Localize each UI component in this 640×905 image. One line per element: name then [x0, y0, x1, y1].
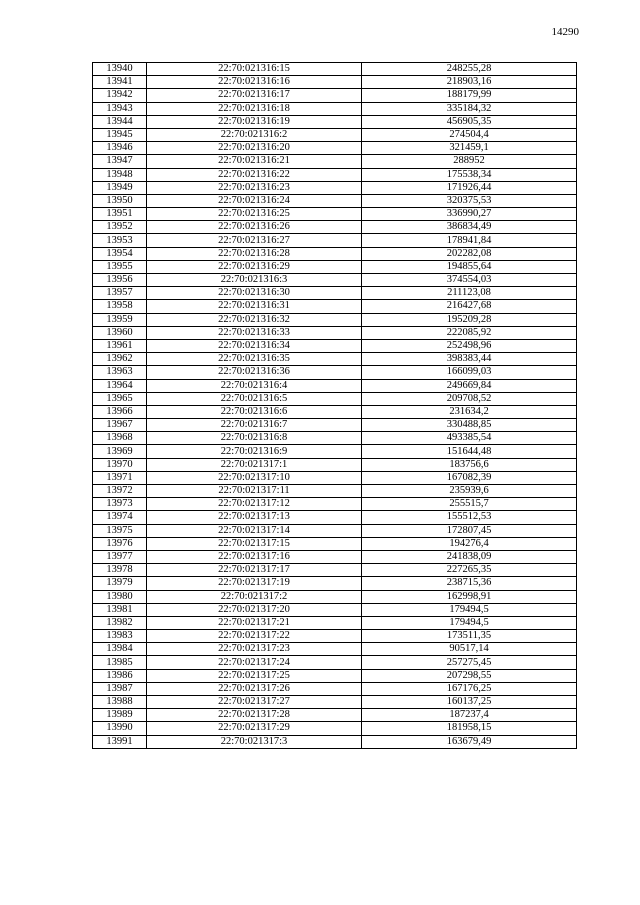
cadastral-number-cell: 22:70:021317:19: [147, 577, 362, 590]
cadastral-number-cell: 22:70:021316:29: [147, 260, 362, 273]
row-number-cell: 13971: [93, 471, 147, 484]
row-number-cell: 13969: [93, 445, 147, 458]
value-cell: 330488,85: [362, 419, 577, 432]
table-row: [93, 471, 577, 484]
table-row: [93, 616, 577, 629]
table-row: [93, 89, 577, 102]
value-cell: 320375,53: [362, 194, 577, 207]
value-cell: 257275,45: [362, 656, 577, 669]
row-number-cell: 13973: [93, 498, 147, 511]
row-number-cell: 13949: [93, 181, 147, 194]
cadastral-number-cell: 22:70:021317:21: [147, 616, 362, 629]
row-number-cell: 13963: [93, 366, 147, 379]
row-number-cell: 13951: [93, 208, 147, 221]
cadastral-number-cell: 22:70:021317:25: [147, 669, 362, 682]
value-cell: 321459,1: [362, 142, 577, 155]
table-row: [93, 577, 577, 590]
value-cell: 178941,84: [362, 234, 577, 247]
table-row: [93, 405, 577, 418]
value-cell: 374554,03: [362, 274, 577, 287]
table-row: [93, 155, 577, 168]
table-row: [93, 326, 577, 339]
value-cell: 207298,55: [362, 669, 577, 682]
cadastral-number-cell: 22:70:021317:14: [147, 524, 362, 537]
value-cell: 238715,36: [362, 577, 577, 590]
registry-table-body: [93, 63, 577, 749]
value-cell: 194855,64: [362, 260, 577, 273]
value-cell: 216427,68: [362, 300, 577, 313]
table-row: [93, 511, 577, 524]
row-number-cell: 13954: [93, 247, 147, 260]
row-number-cell: 13989: [93, 709, 147, 722]
cadastral-number-cell: 22:70:021317:28: [147, 709, 362, 722]
value-cell: 231634,2: [362, 405, 577, 418]
row-number-cell: 13945: [93, 128, 147, 141]
value-cell: 336990,27: [362, 208, 577, 221]
value-cell: 249669,84: [362, 379, 577, 392]
table-row: [93, 313, 577, 326]
value-cell: 248255,28: [362, 63, 577, 76]
row-number-cell: 13986: [93, 669, 147, 682]
cadastral-number-cell: 22:70:021316:17: [147, 89, 362, 102]
value-cell: 90517,14: [362, 643, 577, 656]
value-cell: 160137,25: [362, 696, 577, 709]
cadastral-number-cell: 22:70:021317:11: [147, 485, 362, 498]
row-number-cell: 13962: [93, 353, 147, 366]
cadastral-number-cell: 22:70:021316:19: [147, 115, 362, 128]
value-cell: 211123,08: [362, 287, 577, 300]
row-number-cell: 13975: [93, 524, 147, 537]
cadastral-number-cell: 22:70:021316:21: [147, 155, 362, 168]
cadastral-number-cell: 22:70:021317:29: [147, 722, 362, 735]
row-number-cell: 13987: [93, 682, 147, 695]
row-number-cell: 13984: [93, 643, 147, 656]
cadastral-number-cell: 22:70:021316:24: [147, 194, 362, 207]
table-row: [93, 221, 577, 234]
row-number-cell: 13947: [93, 155, 147, 168]
row-number-cell: 13981: [93, 603, 147, 616]
table-row: [93, 128, 577, 141]
cadastral-number-cell: 22:70:021317:3: [147, 735, 362, 748]
value-cell: 209708,52: [362, 392, 577, 405]
cadastral-number-cell: 22:70:021317:23: [147, 643, 362, 656]
table-row: [93, 287, 577, 300]
row-number-cell: 13953: [93, 234, 147, 247]
row-number-cell: 13941: [93, 76, 147, 89]
value-cell: 218903,16: [362, 76, 577, 89]
value-cell: 162998,91: [362, 590, 577, 603]
row-number-cell: 13943: [93, 102, 147, 115]
cadastral-number-cell: 22:70:021317:10: [147, 471, 362, 484]
row-number-cell: 13957: [93, 287, 147, 300]
value-cell: 194276,4: [362, 537, 577, 550]
table-row: [93, 564, 577, 577]
table-row: [93, 392, 577, 405]
value-cell: 255515,7: [362, 498, 577, 511]
row-number-cell: 13946: [93, 142, 147, 155]
table-row: [93, 458, 577, 471]
cadastral-number-cell: 22:70:021316:22: [147, 168, 362, 181]
cadastral-number-cell: 22:70:021316:6: [147, 405, 362, 418]
table-row: [93, 682, 577, 695]
table-row: [93, 102, 577, 115]
table-row: [93, 722, 577, 735]
row-number-cell: 13965: [93, 392, 147, 405]
value-cell: 151644,48: [362, 445, 577, 458]
row-number-cell: 13978: [93, 564, 147, 577]
cadastral-number-cell: 22:70:021316:2: [147, 128, 362, 141]
value-cell: 335184,32: [362, 102, 577, 115]
table-row: [93, 168, 577, 181]
cadastral-number-cell: 22:70:021316:30: [147, 287, 362, 300]
table-row: [93, 432, 577, 445]
value-cell: 155512,53: [362, 511, 577, 524]
row-number-cell: 13988: [93, 696, 147, 709]
cadastral-number-cell: 22:70:021317:13: [147, 511, 362, 524]
cadastral-number-cell: 22:70:021316:5: [147, 392, 362, 405]
table-row: [93, 366, 577, 379]
cadastral-number-cell: 22:70:021316:9: [147, 445, 362, 458]
table-row: [93, 485, 577, 498]
table-row: [93, 643, 577, 656]
row-number-cell: 13964: [93, 379, 147, 392]
cadastral-number-cell: 22:70:021317:17: [147, 564, 362, 577]
cadastral-number-cell: 22:70:021317:16: [147, 550, 362, 563]
table-row: [93, 247, 577, 260]
table-row: [93, 498, 577, 511]
row-number-cell: 13952: [93, 221, 147, 234]
table-row: [93, 603, 577, 616]
table-row: [93, 208, 577, 221]
table-row: [93, 445, 577, 458]
cadastral-number-cell: 22:70:021316:4: [147, 379, 362, 392]
registry-table: [92, 62, 577, 749]
cadastral-number-cell: 22:70:021317:2: [147, 590, 362, 603]
row-number-cell: 13948: [93, 168, 147, 181]
cadastral-number-cell: 22:70:021316:23: [147, 181, 362, 194]
row-number-cell: 13972: [93, 485, 147, 498]
value-cell: 202282,08: [362, 247, 577, 260]
row-number-cell: 13940: [93, 63, 147, 76]
table-row: [93, 63, 577, 76]
value-cell: 166099,03: [362, 366, 577, 379]
row-number-cell: 13976: [93, 537, 147, 550]
cadastral-number-cell: 22:70:021317:22: [147, 630, 362, 643]
cadastral-number-cell: 22:70:021317:27: [147, 696, 362, 709]
cadastral-number-cell: 22:70:021317:20: [147, 603, 362, 616]
value-cell: 173511,35: [362, 630, 577, 643]
value-cell: 398383,44: [362, 353, 577, 366]
value-cell: 195209,28: [362, 313, 577, 326]
value-cell: 252498,96: [362, 339, 577, 352]
cadastral-number-cell: 22:70:021316:7: [147, 419, 362, 432]
row-number-cell: 13983: [93, 630, 147, 643]
row-number-cell: 13968: [93, 432, 147, 445]
cadastral-number-cell: 22:70:021316:20: [147, 142, 362, 155]
table-row: [93, 537, 577, 550]
value-cell: 288952: [362, 155, 577, 168]
table-row: [93, 300, 577, 313]
row-number-cell: 13956: [93, 274, 147, 287]
row-number-cell: 13955: [93, 260, 147, 273]
cadastral-number-cell: 22:70:021316:15: [147, 63, 362, 76]
table-row: [93, 656, 577, 669]
cadastral-number-cell: 22:70:021316:16: [147, 76, 362, 89]
table-row: [93, 194, 577, 207]
table-row: [93, 669, 577, 682]
value-cell: 493385,54: [362, 432, 577, 445]
row-number-cell: 13960: [93, 326, 147, 339]
value-cell: 175538,34: [362, 168, 577, 181]
row-number-cell: 13979: [93, 577, 147, 590]
table-row: [93, 524, 577, 537]
value-cell: 235939,6: [362, 485, 577, 498]
row-number-cell: 13980: [93, 590, 147, 603]
table-row: [93, 550, 577, 563]
row-number-cell: 13982: [93, 616, 147, 629]
cadastral-number-cell: 22:70:021316:28: [147, 247, 362, 260]
cadastral-number-cell: 22:70:021316:27: [147, 234, 362, 247]
value-cell: 188179,99: [362, 89, 577, 102]
value-cell: 227265,35: [362, 564, 577, 577]
value-cell: 163679,49: [362, 735, 577, 748]
row-number-cell: 13974: [93, 511, 147, 524]
table-row: [93, 709, 577, 722]
cadastral-number-cell: 22:70:021316:34: [147, 339, 362, 352]
row-number-cell: 13970: [93, 458, 147, 471]
value-cell: 241838,09: [362, 550, 577, 563]
table-row: [93, 181, 577, 194]
cadastral-number-cell: 22:70:021316:31: [147, 300, 362, 313]
cadastral-number-cell: 22:70:021316:8: [147, 432, 362, 445]
row-number-cell: 13942: [93, 89, 147, 102]
cadastral-number-cell: 22:70:021317:24: [147, 656, 362, 669]
table-row: [93, 353, 577, 366]
table-row: [93, 735, 577, 748]
table-row: [93, 696, 577, 709]
cadastral-number-cell: 22:70:021317:1: [147, 458, 362, 471]
page-number: 14290: [551, 26, 579, 38]
row-number-cell: 13977: [93, 550, 147, 563]
table-row: [93, 419, 577, 432]
cadastral-number-cell: 22:70:021316:33: [147, 326, 362, 339]
cadastral-number-cell: 22:70:021316:32: [147, 313, 362, 326]
row-number-cell: 13966: [93, 405, 147, 418]
value-cell: 187237,4: [362, 709, 577, 722]
cadastral-number-cell: 22:70:021316:35: [147, 353, 362, 366]
table-row: [93, 260, 577, 273]
row-number-cell: 13950: [93, 194, 147, 207]
table-row: [93, 274, 577, 287]
table-row: [93, 234, 577, 247]
value-cell: 171926,44: [362, 181, 577, 194]
cadastral-number-cell: 22:70:021316:3: [147, 274, 362, 287]
cadastral-number-cell: 22:70:021316:25: [147, 208, 362, 221]
value-cell: 179494,5: [362, 603, 577, 616]
value-cell: 274504,4: [362, 128, 577, 141]
table-row: [93, 115, 577, 128]
table-row: [93, 76, 577, 89]
table-row: [93, 590, 577, 603]
row-number-cell: 13990: [93, 722, 147, 735]
cadastral-number-cell: 22:70:021316:36: [147, 366, 362, 379]
cadastral-number-cell: 22:70:021316:26: [147, 221, 362, 234]
row-number-cell: 13967: [93, 419, 147, 432]
table-row: [93, 630, 577, 643]
row-number-cell: 13991: [93, 735, 147, 748]
value-cell: 179494,5: [362, 616, 577, 629]
value-cell: 172807,45: [362, 524, 577, 537]
table-row: [93, 142, 577, 155]
value-cell: 167176,25: [362, 682, 577, 695]
row-number-cell: 13958: [93, 300, 147, 313]
cadastral-number-cell: 22:70:021317:26: [147, 682, 362, 695]
table-row: [93, 339, 577, 352]
value-cell: 386834,49: [362, 221, 577, 234]
cadastral-number-cell: 22:70:021316:18: [147, 102, 362, 115]
row-number-cell: 13985: [93, 656, 147, 669]
value-cell: 181958,15: [362, 722, 577, 735]
cadastral-number-cell: 22:70:021317:12: [147, 498, 362, 511]
value-cell: 222085,92: [362, 326, 577, 339]
value-cell: 456905,35: [362, 115, 577, 128]
value-cell: 183756,6: [362, 458, 577, 471]
row-number-cell: 13961: [93, 339, 147, 352]
table-row: [93, 379, 577, 392]
value-cell: 167082,39: [362, 471, 577, 484]
row-number-cell: 13944: [93, 115, 147, 128]
row-number-cell: 13959: [93, 313, 147, 326]
cadastral-number-cell: 22:70:021317:15: [147, 537, 362, 550]
